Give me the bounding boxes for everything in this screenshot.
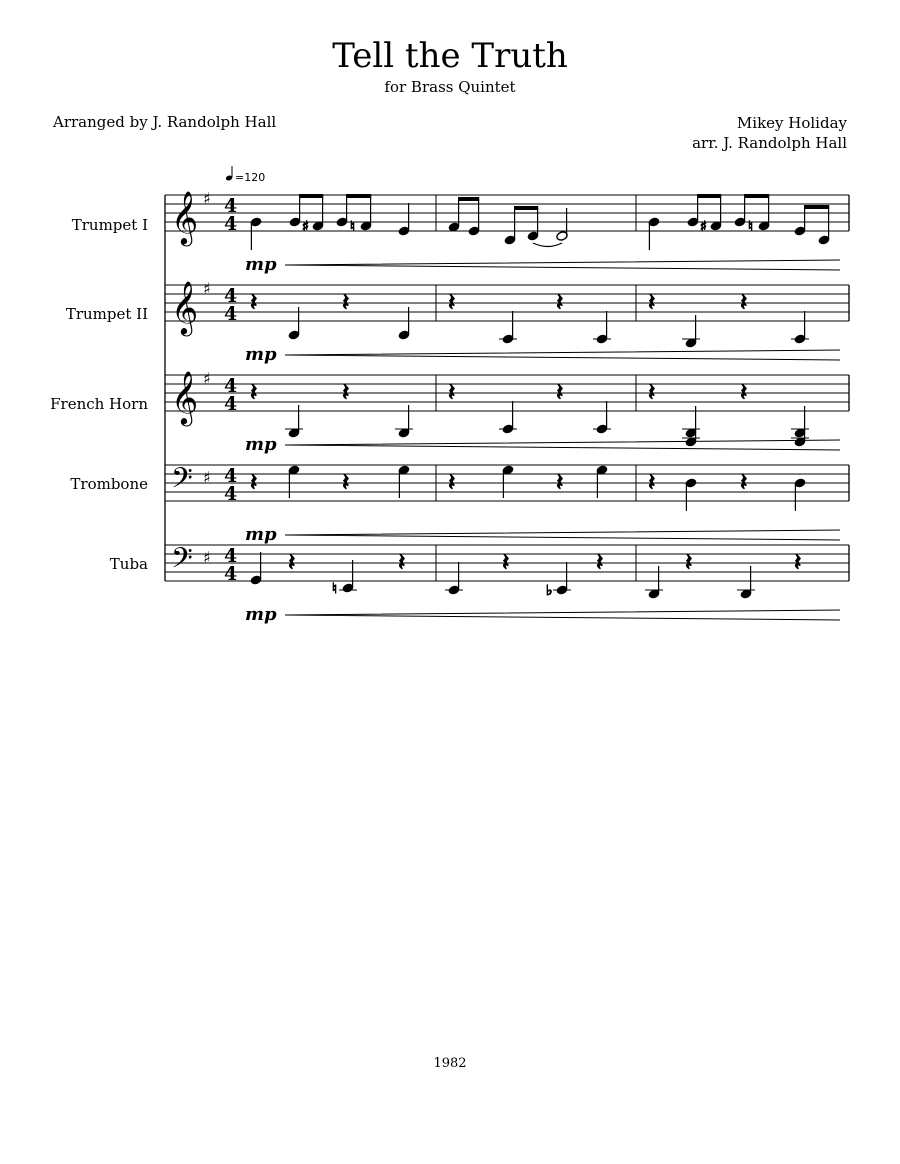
arranger-credit: Arranged by J. Randolph Hall (53, 113, 277, 131)
quarter-rest-icon: 𝄽 (648, 378, 656, 406)
dynamic-marking: mp (245, 524, 277, 545)
sharp-icon: ♯ (203, 279, 211, 298)
quarter-rest-icon: 𝄽 (556, 288, 564, 316)
quarter-rest-icon: 𝄽 (740, 288, 748, 316)
time-signature-bottom: 4 (224, 213, 238, 235)
arranger-name: arr. J. Randolph Hall (692, 134, 847, 152)
sharp-icon: ♯ (203, 468, 211, 487)
quarter-rest-icon: 𝄽 (740, 468, 748, 496)
sharp-icon: ♯ (203, 189, 211, 208)
quarter-rest-icon: 𝄽 (342, 468, 350, 496)
quarter-rest-icon: 𝄽 (342, 288, 350, 316)
time-signature-top: 4 (224, 465, 238, 487)
sharp-icon: ♯ (203, 548, 211, 567)
quarter-rest-icon: 𝄽 (288, 548, 296, 576)
time-signature-top: 4 (224, 375, 238, 397)
sharp-icon: ♯ (203, 369, 211, 388)
tempo-value: =120 (235, 171, 266, 184)
time-signature-top: 4 (224, 545, 238, 567)
tempo-marking (225, 166, 265, 184)
bass-clef-icon: 𝄢 (171, 462, 193, 502)
score-title: Tell the Truth (332, 36, 568, 76)
quarter-rest-icon: 𝄽 (448, 378, 456, 406)
instrument-name-trumpet-2: Trumpet II (65, 305, 148, 323)
instrument-name-trumpet-1: Trumpet I (71, 216, 148, 234)
crescendo-hairpin (285, 530, 840, 540)
quarter-rest-icon: 𝄽 (556, 378, 564, 406)
quarter-rest-icon: 𝄽 (250, 288, 258, 316)
dynamic-marking: mp (245, 254, 277, 275)
tie (533, 243, 562, 247)
quarter-rest-icon: 𝄽 (342, 378, 350, 406)
bass-clef-icon: 𝄢 (171, 542, 193, 582)
quarter-rest-icon: 𝄽 (685, 548, 693, 576)
time-signature-bottom: 4 (224, 303, 238, 325)
flat-icon: ♭ (546, 583, 553, 599)
quarter-rest-icon: 𝄽 (448, 288, 456, 316)
treble-clef-icon: 𝄞 (171, 370, 199, 424)
quarter-rest-icon: 𝄽 (250, 468, 258, 496)
time-signature-bottom: 4 (224, 393, 238, 415)
time-signature-bottom: 4 (224, 563, 238, 585)
natural-icon: ♮ (332, 581, 338, 597)
composer-name: Mikey Holiday (736, 114, 847, 132)
score-subtitle: for Brass Quintet (384, 78, 516, 96)
instrument-name-tuba: Tuba (109, 555, 148, 573)
time-signature-bottom: 4 (224, 483, 238, 505)
quarter-rest-icon: 𝄽 (502, 548, 510, 576)
instrument-name-trombone: Trombone (70, 475, 148, 493)
dynamic-marking: mp (245, 344, 277, 365)
treble-clef-icon: 𝄞 (171, 280, 199, 334)
time-signature-top: 4 (224, 285, 238, 307)
quarter-rest-icon: 𝄽 (794, 548, 802, 576)
quarter-rest-icon: 𝄽 (556, 468, 564, 496)
sharp-icon: ♯ (700, 219, 707, 235)
dynamic-marking: mp (245, 434, 277, 455)
crescendo-hairpin (285, 350, 840, 360)
quarter-rest-icon: 𝄽 (398, 548, 406, 576)
natural-icon: ♮ (748, 219, 754, 235)
footer-year: 1982 (433, 1056, 467, 1071)
quarter-rest-icon: 𝄽 (648, 468, 656, 496)
quarter-rest-icon: 𝄽 (740, 378, 748, 406)
crescendo-hairpin (285, 440, 840, 450)
time-signature-top: 4 (224, 195, 238, 217)
crescendo-hairpin (285, 260, 840, 270)
natural-icon: ♮ (350, 219, 356, 235)
dynamic-marking: mp (245, 604, 277, 625)
treble-clef-icon: 𝄞 (171, 190, 199, 244)
quarter-rest-icon: 𝄽 (596, 548, 604, 576)
crescendo-hairpin (285, 610, 840, 620)
quarter-rest-icon: 𝄽 (250, 378, 258, 406)
quarter-rest-icon: 𝄽 (448, 468, 456, 496)
sharp-icon: ♯ (302, 219, 309, 235)
instrument-name-french-horn: French Horn (50, 395, 148, 413)
quarter-rest-icon: 𝄽 (648, 288, 656, 316)
